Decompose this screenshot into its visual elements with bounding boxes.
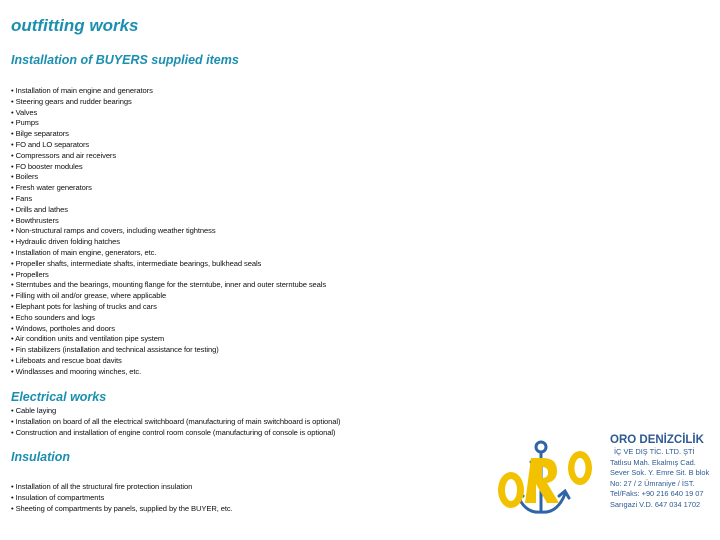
list-item: • Fresh water generators bbox=[11, 183, 92, 193]
list-item: • Non-structural ramps and covers, including weather tightness bbox=[11, 226, 216, 236]
list-item: • Sterntubes and the bearings, mounting flange for the sterntube, inner and outer sterntube seals bbox=[11, 280, 327, 290]
list-item: • Propeller shafts, intermediate shafts, intermediate bearings, bulkhead seals bbox=[11, 258, 262, 268]
list-item: • Insulation of compartments bbox=[11, 492, 105, 502]
list-item: • Construction and installation of engine control room console (manufacturing of console is optional) bbox=[11, 427, 336, 437]
list-item: • Windlasses and mooring winches, etc. bbox=[11, 366, 142, 376]
company-info bbox=[610, 433, 718, 510]
electrical-list bbox=[11, 406, 340, 438]
list-item: • Boilers bbox=[11, 172, 39, 182]
list-item: • Cable laying bbox=[11, 406, 57, 415]
list-item: • FO and LO separators bbox=[11, 139, 90, 149]
list-item: • Installation of main engine, generators, etc. bbox=[11, 247, 157, 257]
list-item: • FO booster modules bbox=[11, 161, 83, 171]
list-item: • Hydraulic driven folding hatches bbox=[11, 237, 121, 247]
company-address-line: No: 27 / 2 Ümraniye / İST. bbox=[610, 478, 695, 488]
insulation-list bbox=[11, 482, 233, 514]
company-address-line: Sever Sok. Y. Emre Sit. B blok bbox=[610, 468, 710, 477]
company-subtitle: İÇ VE DIŞ TİC. LTD. ŞTİ bbox=[614, 447, 695, 456]
list-item: • Windows, portholes and doors bbox=[11, 323, 115, 333]
insulation-heading: Insulation bbox=[11, 450, 71, 464]
company-tax-id: Sarıgazi V.D. 647 034 1702 bbox=[610, 499, 701, 509]
list-item: • Drills and lathes bbox=[11, 204, 68, 214]
list-item: • Steering gears and rudder bearings bbox=[11, 96, 132, 106]
oro-logo bbox=[497, 438, 595, 520]
list-item: • Lifeboats and rescue boat davits bbox=[11, 355, 122, 365]
list-item: • Bilge separators bbox=[11, 129, 69, 139]
list-item: • Sheeting of compartments by panels, supplied by the BUYER, etc. bbox=[11, 503, 233, 513]
oro-logo-letters bbox=[498, 451, 592, 508]
page-title: outfitting works bbox=[11, 16, 139, 35]
list-item: • Echo sounders and logs bbox=[11, 312, 95, 322]
list-item: • Fans bbox=[11, 193, 33, 203]
list-item: • Bowthrusters bbox=[11, 215, 59, 225]
list-item: • Air condition units and ventilation pipe system bbox=[11, 334, 165, 344]
list-item: • Installation on board of all the electrical switchboard (manufacturing of main switchboard is optional) bbox=[11, 416, 341, 426]
company-address-line: Tatlısu Mah. Ekalmış Cad. bbox=[610, 457, 696, 467]
company-phone: Tel/Faks: +90 216 640 19 07 bbox=[610, 489, 704, 498]
list-item: • Elephant pots for lashing of trucks and cars bbox=[11, 301, 157, 311]
installation-list bbox=[11, 86, 326, 378]
company-name: ORO DENİZCİLİK bbox=[610, 434, 704, 446]
list-item: • Valves bbox=[11, 107, 38, 117]
list-item: • Filling with oil and/or grease, where applicable bbox=[11, 291, 167, 301]
list-item: • Fin stabilizers (installation and technical assistance for testing) bbox=[11, 345, 219, 355]
list-item: • Compressors and air receivers bbox=[11, 150, 117, 160]
list-item: • Pumps bbox=[11, 118, 39, 128]
list-item: • Installation of all the structural fire protection insulation bbox=[11, 482, 193, 491]
installation-heading: Installation of BUYERS supplied items bbox=[11, 53, 239, 67]
electrical-heading: Electrical works bbox=[11, 390, 107, 404]
list-item: • Propellers bbox=[11, 269, 49, 279]
list-item: • Installation of main engine and generators bbox=[11, 86, 153, 95]
